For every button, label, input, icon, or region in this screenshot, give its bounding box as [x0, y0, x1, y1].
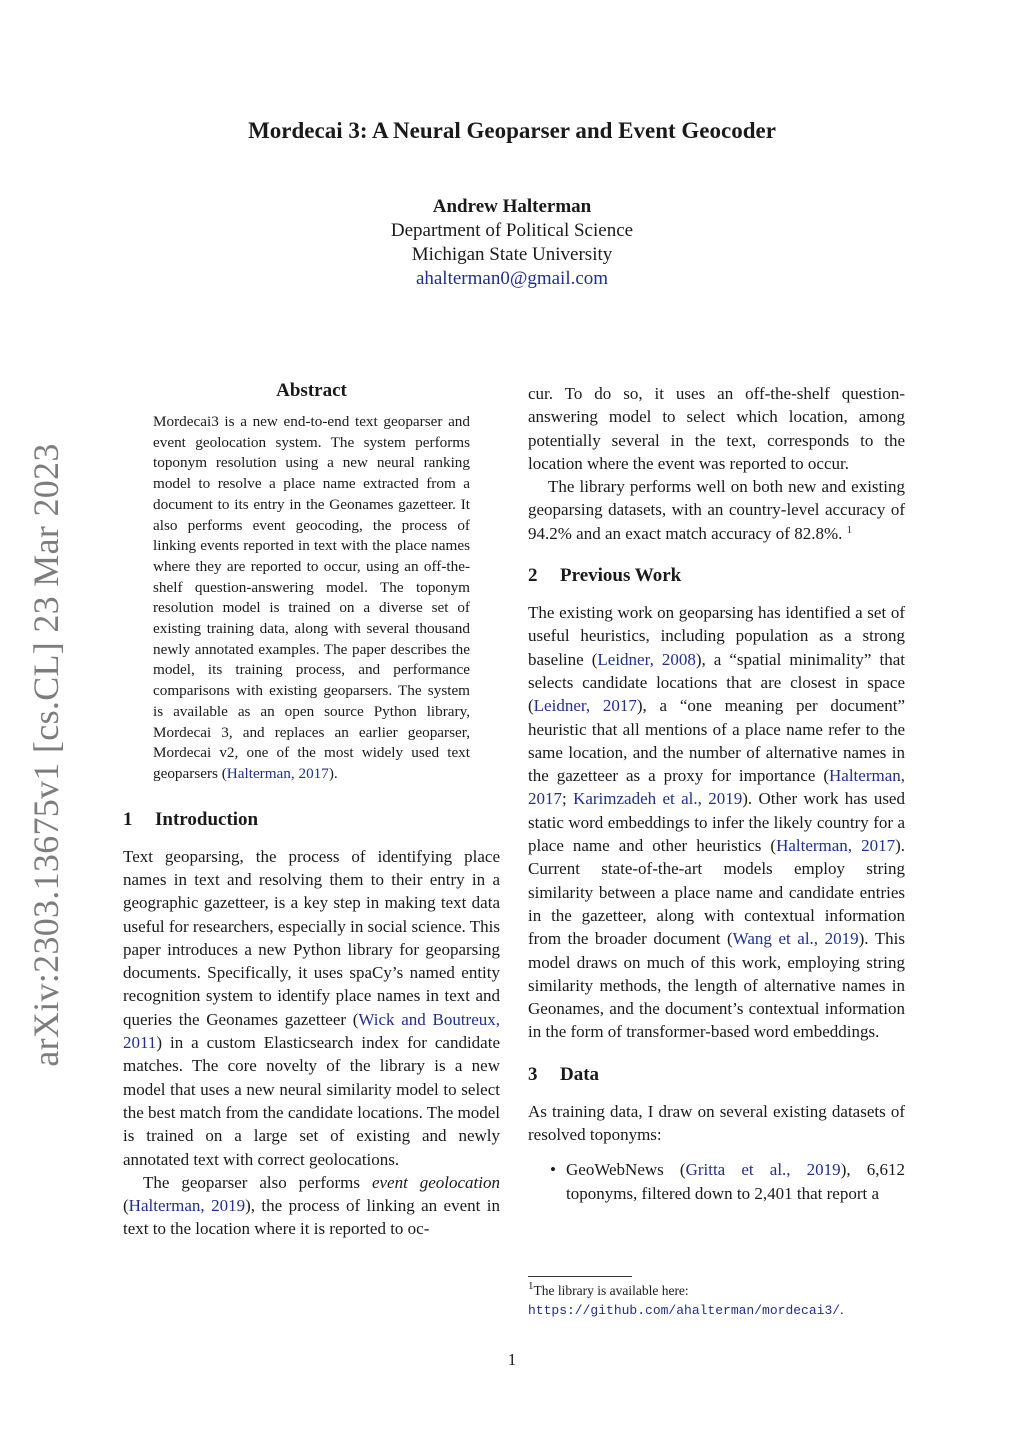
repository-url-link[interactable]: https://github.com/ahalterman/mordecai3/ [528, 1303, 841, 1318]
intro-paragraph-3: The library performs well on both new and existing geoparsing datasets, with an country-level accuracy of 94.2% and an exact match accuracy of 82.8%. $^1$ [528, 477, 905, 543]
citation-link[interactable]: Wang et al., 2019 [732, 929, 859, 949]
left-column [123, 380, 500, 1241]
author-name: Andrew Halterman [432, 196, 592, 217]
footnote-divider [528, 1276, 632, 1277]
section-heading-data: 3 Data [528, 1063, 600, 1085]
dataset-list [528, 1158, 905, 1205]
paper-title: Mordecai 3: A Neural Geoparser and Event Geocoder [248, 118, 776, 143]
citation-link[interactable]: Halterman, 2017 [776, 836, 896, 856]
citation-link[interactable]: Leidner, 2008 [597, 649, 696, 669]
section-heading-previous-work: 2 Previous Work [528, 565, 682, 587]
footnote-marker[interactable]: 1 [846, 523, 853, 536]
previous-work-paragraph: The existing work on geoparsing has identified a set of useful heuristics, including population as a strong baseline (Leidner, 2008), a “spatial minimality” that selects candidate locations that are closest in space (Leidner, 2017), a “one meaning per document” heuristic that all mentions of a place name refer to the same location, and the number of alternative names in the gazetteer as a proxy for importance (Halterman, 2017; Karimzadeh et al., 2019). Other work has used static word embeddings to infer the likely country for a place name and other heuristics (Halterman, 2017). Current state-of-the-art models employ string similarity between a place name and candidate entries in the gazetteer, along with contextual information from the broader document (Wang et al., 2019). This model draws on much of this work, employing string similarity methods, the length of alternative names in Geonames, and the document’s contextual information in the form of transformer-based word embeddings. [528, 603, 905, 1042]
intro-paragraph-2-continued: cur. To do so, it uses an off-the-shelf question-answering model to select which location, among potentially several in the text, corresponds to the location where the event was reported to occur. [528, 384, 905, 473]
list-item: • GeoWebNews (Gritta et al., 2019), 6,612 toponyms, filtered down to 2,401 that report a [550, 1160, 905, 1203]
citation-link[interactable]: Halterman, 2017 [528, 766, 905, 809]
intro-paragraph-2: The geoparser also performs event geolocation (Halterman, 2019), the process of linking an event in text to the location where it is reported to oc- [123, 1172, 500, 1239]
author-department: Department of Political Science [390, 220, 634, 241]
abstract-text: Mordecai3 is a new end-to-end text geoparser and event geolocation system. The system performs toponym resolution using a new neural ranking model to resolve a place name extracted from a document to its entry in the Geonames gazetteer. It also performs event geocoding, the process of linking events reported in text with the place names where they are reported to occur, using an off-the-shelf question-answering model. The toponym resolution model is trained on a diverse set of existing training data, along with several thousand newly annotated examples. The paper describes the model, its training process, and performance comparisons with existing geoparsers. The system is available as an open source Python library, Mordecai 3, and replaces an earlier geoparser, Mordecai v2, one of the most widely used text geoparsers (Halterman, 2017). [153, 413, 470, 782]
author-university: Michigan State University [411, 244, 613, 265]
section-heading-introduction: 1 Introduction [123, 808, 259, 830]
right-column [528, 382, 905, 1205]
arxiv-identifier: arXiv:2303.13675v1 [cs.CL] 23 Mar 2023 [26, 443, 66, 1067]
bullet-icon: • [550, 1160, 556, 1180]
page-number: 1 [507, 1350, 517, 1369]
author-block [0, 195, 1024, 291]
abstract-heading: Abstract [276, 380, 347, 401]
intro-paragraph-1: Text geoparsing, the process of identifying place names in text and resolving them to their entry in a geographic gazetteer, is a key step in making text data useful for researchers, especially in social science. This paper introduces a new Python library for geoparsing documents. Specifically, it uses spaCy’s named entity recognition system to identify place names in text and queries the Geonames gazetteer (Wick and Boutreux, 2011) in a custom Elasticsearch index for candidate matches. The core novelty of the library is a new model that uses a new neural similarity model to select the best match from the candidate locations. The model is trained on a large set of existing and newly annotated text with correct geolocations. [123, 846, 500, 1169]
citation-link[interactable]: Halterman, 2019 [128, 1196, 246, 1216]
arxiv-stamp [14, 443, 78, 1067]
citation-link[interactable]: Halterman, 2017 [226, 764, 329, 782]
author-email-link[interactable]: ahalterman0@gmail.com [415, 268, 609, 289]
citation-link[interactable]: Karimzadeh et al., 2019 [573, 789, 743, 809]
citation-link[interactable]: Wick and Boutreux, 2011 [123, 1009, 500, 1053]
data-intro-paragraph: As training data, I draw on several existing datasets of resolved toponyms: [528, 1101, 905, 1145]
citation-link[interactable]: Leidner, 2017 [533, 696, 637, 716]
citation-link[interactable]: Gritta et al., 2019 [685, 1160, 841, 1180]
footnote: $^1$The library is available here: https://github.com/ahalterman/mordecai3/. [528, 1280, 844, 1318]
